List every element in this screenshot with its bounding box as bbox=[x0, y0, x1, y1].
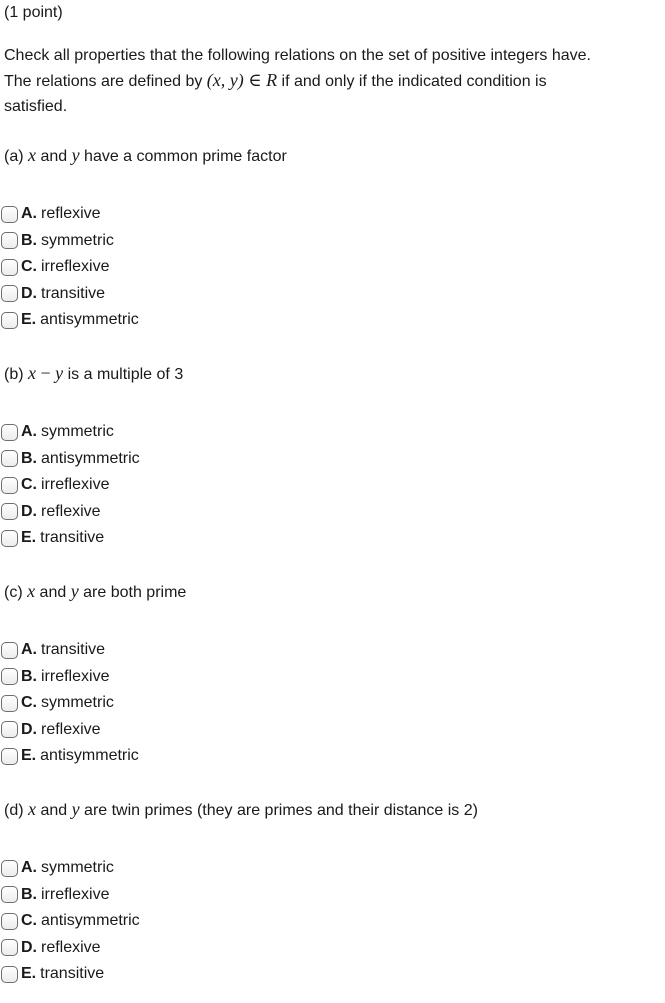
option-label: transitive bbox=[41, 284, 106, 302]
option-letter: E. bbox=[21, 747, 37, 765]
part-b bbox=[4, 362, 660, 547]
part-d-title bbox=[4, 798, 660, 822]
option-letter: C. bbox=[21, 258, 37, 276]
checkbox[interactable] bbox=[1, 530, 18, 547]
option-letter: D. bbox=[21, 284, 37, 302]
option-label: irreflexive bbox=[41, 667, 110, 685]
option-b-D[interactable] bbox=[1, 499, 140, 526]
option-label: irreflexive bbox=[41, 885, 110, 903]
option-label: transitive bbox=[41, 641, 106, 659]
checkbox[interactable] bbox=[1, 939, 18, 956]
option-letter: B. bbox=[21, 667, 37, 685]
intro-line-3: satisfied. bbox=[4, 98, 68, 115]
problem-intro bbox=[4, 43, 660, 119]
option-letter: D. bbox=[21, 938, 37, 956]
part-d-prefix: (d) bbox=[4, 802, 28, 819]
option-label: reflexive bbox=[41, 205, 101, 223]
option-letter: D. bbox=[21, 720, 37, 738]
option-a-B[interactable] bbox=[1, 228, 139, 255]
checkbox[interactable] bbox=[1, 503, 18, 520]
option-d-E[interactable] bbox=[1, 961, 140, 988]
part-a-mid: and bbox=[36, 148, 72, 165]
option-c-A[interactable] bbox=[1, 637, 139, 664]
option-c-C[interactable] bbox=[1, 690, 139, 717]
option-letter: C. bbox=[21, 912, 37, 930]
part-c-mid: and bbox=[35, 584, 71, 601]
part-c-prefix: (c) bbox=[4, 584, 28, 601]
option-c-B[interactable] bbox=[1, 664, 139, 691]
option-label: reflexive bbox=[41, 938, 101, 956]
var-x: x bbox=[28, 363, 36, 383]
checkbox[interactable] bbox=[1, 668, 18, 685]
checkbox[interactable] bbox=[1, 721, 18, 738]
part-a-options bbox=[1, 201, 139, 334]
part-c-title bbox=[4, 580, 660, 604]
minus-sign: − bbox=[36, 363, 56, 383]
option-d-C[interactable] bbox=[1, 908, 140, 935]
checkbox[interactable] bbox=[1, 886, 18, 903]
option-a-A[interactable] bbox=[1, 201, 139, 228]
option-letter: D. bbox=[21, 502, 37, 520]
points-label: (1 point) bbox=[4, 4, 63, 21]
option-d-D[interactable] bbox=[1, 935, 140, 962]
option-letter: B. bbox=[21, 449, 37, 467]
option-label: symmetric bbox=[41, 423, 114, 441]
part-b-title bbox=[4, 362, 660, 386]
option-letter: A. bbox=[21, 859, 37, 877]
var-y: y bbox=[71, 145, 80, 165]
checkbox[interactable] bbox=[1, 450, 18, 467]
option-label: antisymmetric bbox=[41, 912, 140, 930]
var-y: y bbox=[71, 799, 80, 819]
option-b-B[interactable] bbox=[1, 446, 140, 473]
option-label: irreflexive bbox=[41, 258, 110, 276]
checkbox[interactable] bbox=[1, 913, 18, 930]
intro-line-1: Check all properties that the following relations on the set of positive integers have. bbox=[4, 47, 591, 64]
intro-line-2-post: if and only if the indicated condition is bbox=[277, 73, 547, 90]
checkbox[interactable] bbox=[1, 285, 18, 302]
checkbox[interactable] bbox=[1, 642, 18, 659]
checkbox[interactable] bbox=[1, 312, 18, 329]
checkbox[interactable] bbox=[1, 966, 18, 983]
checkbox[interactable] bbox=[1, 424, 18, 441]
option-letter: C. bbox=[21, 476, 37, 494]
option-a-C[interactable] bbox=[1, 254, 139, 281]
intro-line-2-pre: The relations are defined by bbox=[4, 73, 207, 90]
option-d-B[interactable] bbox=[1, 882, 140, 909]
option-c-D[interactable] bbox=[1, 717, 139, 744]
option-label: irreflexive bbox=[41, 476, 110, 494]
var-y: y bbox=[70, 581, 79, 601]
var-x: x bbox=[28, 799, 36, 819]
option-letter: A. bbox=[21, 423, 37, 441]
relation-notation: (x, y) ∈ R bbox=[206, 70, 278, 90]
option-letter: B. bbox=[21, 885, 37, 903]
checkbox[interactable] bbox=[1, 477, 18, 494]
option-letter: A. bbox=[21, 205, 37, 223]
checkbox[interactable] bbox=[1, 748, 18, 765]
part-c-suffix: are both prime bbox=[78, 584, 187, 601]
var-y: y bbox=[55, 363, 64, 383]
checkbox[interactable] bbox=[1, 860, 18, 877]
option-a-D[interactable] bbox=[1, 281, 139, 308]
option-label: antisymmetric bbox=[40, 747, 139, 765]
part-a bbox=[4, 144, 660, 329]
checkbox[interactable] bbox=[1, 695, 18, 712]
part-a-suffix: have a common prime factor bbox=[79, 148, 287, 165]
option-b-A[interactable] bbox=[1, 419, 140, 446]
option-letter: A. bbox=[21, 641, 37, 659]
part-b-options bbox=[1, 419, 140, 552]
option-b-C[interactable] bbox=[1, 472, 140, 499]
part-d-options bbox=[1, 855, 140, 988]
option-label: reflexive bbox=[41, 502, 101, 520]
option-label: antisymmetric bbox=[41, 449, 140, 467]
checkbox[interactable] bbox=[1, 206, 18, 223]
option-label: reflexive bbox=[41, 720, 101, 738]
part-d-suffix: are twin primes (they are primes and their distance is 2) bbox=[79, 802, 478, 819]
option-a-E[interactable] bbox=[1, 307, 139, 334]
option-letter: E. bbox=[21, 529, 37, 547]
option-label: symmetric bbox=[41, 694, 114, 712]
var-x: x bbox=[28, 145, 36, 165]
part-a-title bbox=[4, 144, 660, 168]
part-b-suffix: is a multiple of 3 bbox=[63, 366, 184, 383]
intro-line-2 bbox=[4, 68, 660, 94]
part-c bbox=[4, 580, 660, 765]
option-label: symmetric bbox=[41, 231, 114, 249]
checkbox[interactable] bbox=[1, 259, 18, 276]
option-b-E[interactable] bbox=[1, 525, 140, 552]
part-d-mid: and bbox=[36, 802, 72, 819]
option-letter: E. bbox=[21, 311, 37, 329]
var-x: x bbox=[27, 581, 36, 601]
checkbox[interactable] bbox=[1, 232, 18, 249]
option-label: transitive bbox=[40, 965, 105, 983]
option-letter: C. bbox=[21, 694, 37, 712]
option-letter: B. bbox=[21, 231, 37, 249]
option-d-A[interactable] bbox=[1, 855, 140, 882]
part-a-prefix: (a) bbox=[4, 148, 28, 165]
part-d bbox=[4, 798, 660, 983]
option-label: symmetric bbox=[41, 859, 114, 877]
part-c-options bbox=[1, 637, 139, 770]
option-letter: E. bbox=[21, 965, 37, 983]
option-label: transitive bbox=[40, 529, 105, 547]
part-b-prefix: (b) bbox=[4, 366, 28, 383]
option-label: antisymmetric bbox=[40, 311, 139, 329]
option-c-E[interactable] bbox=[1, 743, 139, 770]
